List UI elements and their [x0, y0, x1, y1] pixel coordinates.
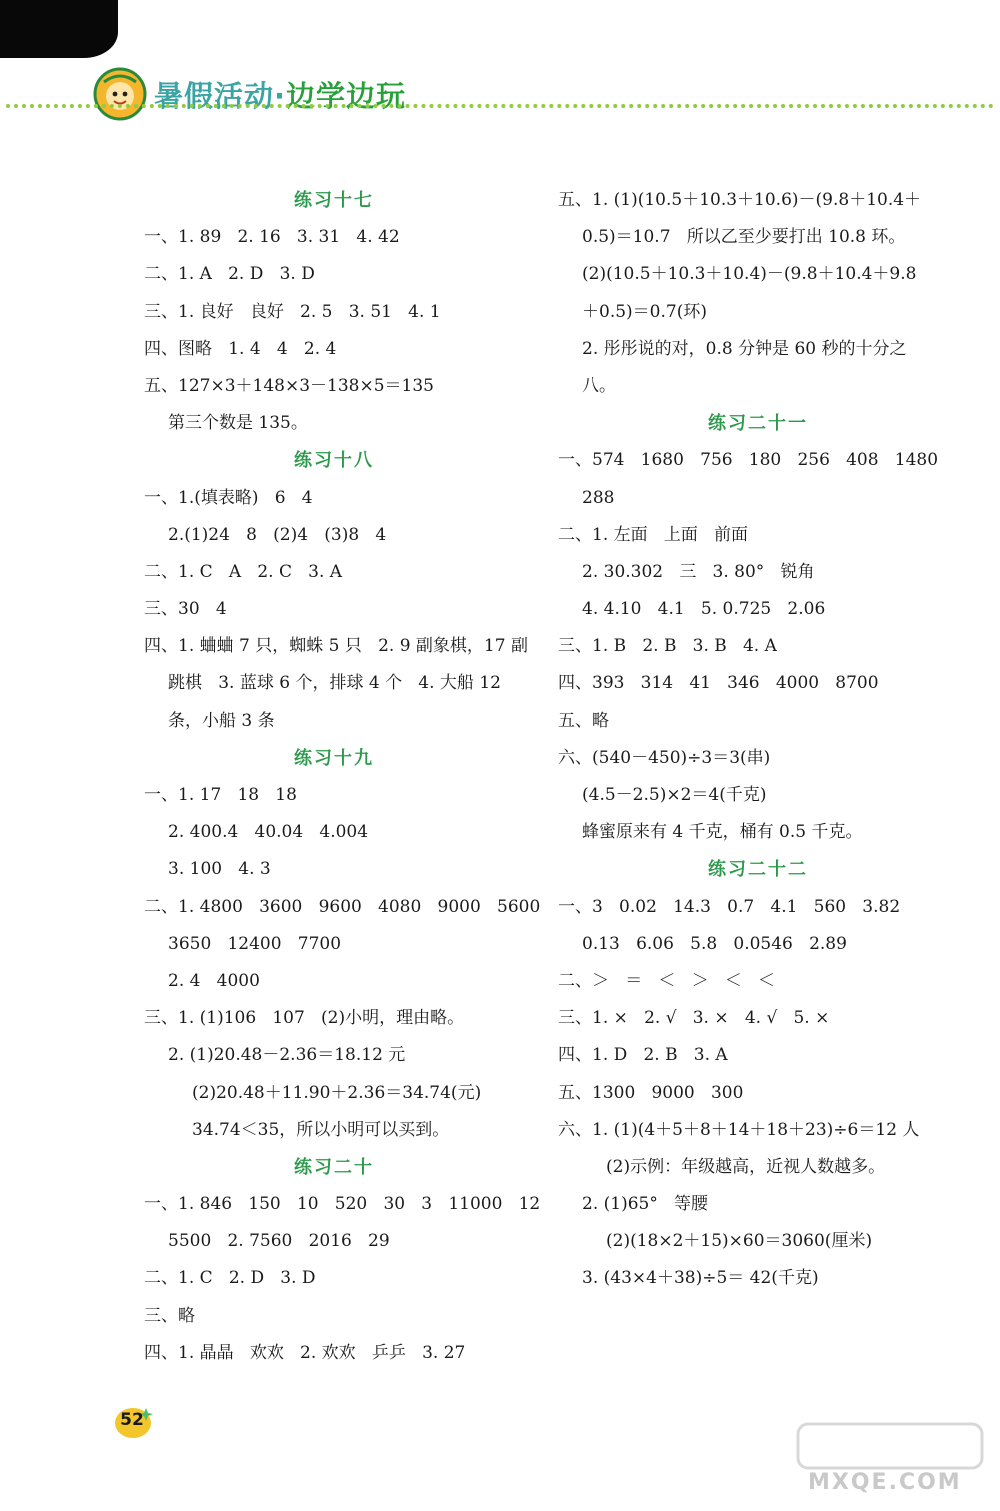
- answer-line: 2. 4 4000: [168, 970, 260, 991]
- section-heading: 练习十七: [294, 190, 374, 211]
- answer-line: 五、127×3＋148×3－138×5＝135: [144, 375, 434, 396]
- answer-line: 2. (1)65° 等腰: [582, 1194, 709, 1215]
- answer-line: 二、1. C 2. D 3. D: [144, 1268, 316, 1289]
- answer-line: (2)(18×2＋15)×60＝3060(厘米): [606, 1231, 873, 1252]
- answer-line: (2)(10.5＋10.3＋10.4)－(9.8＋10.4＋9.8: [582, 264, 917, 285]
- header-dotted-divider: [6, 104, 994, 108]
- answer-line: 三、略: [144, 1305, 195, 1326]
- section-heading: 练习二十一: [708, 413, 808, 435]
- answer-line: 三、1. (1)106 107 (2)小明，理由略。: [144, 1008, 465, 1029]
- answer-line: 二、1. 左面 上面 前面: [558, 524, 749, 545]
- answer-line: 一、3 0.02 14.3 0.7 4.1 560 3.82: [558, 896, 901, 917]
- answer-line: 34.74＜35，所以小明可以买到。: [192, 1119, 450, 1140]
- answer-line: 四、1. D 2. B 3. A: [558, 1045, 728, 1066]
- answer-line: 一、1. 89 2. 16 3. 31 4. 42: [144, 227, 400, 248]
- answer-line: 五、1300 9000 300: [558, 1082, 744, 1103]
- section-heading: 练习二十二: [708, 859, 808, 881]
- answer-line: 二、1. C A 2. C 3. A: [144, 561, 343, 582]
- answer-line: 一、1.(填表略) 6 4: [144, 487, 313, 508]
- answer-line: 蜂蜜原来有 4 千克，桶有 0.5 千克。: [582, 822, 863, 843]
- answer-line: 5500 2. 7560 2016 29: [168, 1231, 390, 1252]
- answer-line: 三、1. × 2. √ 3. × 4. √ 5. ×: [558, 1008, 830, 1029]
- answer-line: 五、略: [558, 710, 609, 731]
- answer-line: 2. 400.4 40.04 4.004: [168, 822, 369, 843]
- answer-line: 2. (1)20.48－2.36＝18.12 元: [168, 1045, 406, 1066]
- answer-line: 一、1. 17 18 18: [144, 785, 297, 805]
- answer-line: 四、1. 晶晶 欢欢 2. 欢欢 乒乒 3. 27: [144, 1342, 466, 1363]
- watermark-text: MXQE.COM: [808, 1470, 962, 1495]
- mascot-icon: [92, 66, 148, 122]
- section-heading: 练习十八: [294, 450, 374, 472]
- scan-corner-shadow: [0, 0, 118, 58]
- answer-line: 六、1. (1)(4＋5＋8＋14＋18＋23)÷6＝12 人: [558, 1119, 920, 1140]
- brand-part2: 边学边玩: [286, 79, 407, 113]
- header-brand: [154, 76, 406, 116]
- answer-line: ＋0.5)＝0.7(环): [582, 301, 707, 322]
- brand-part1: 暑假活动·: [154, 79, 287, 113]
- answer-line: 四、393 314 41 346 4000 8700: [558, 673, 879, 694]
- answer-line: 六、(540－450)÷3＝3(串): [558, 747, 771, 768]
- answer-line: 288: [582, 487, 615, 508]
- answer-line: 2. 30.302 三 3. 80° 锐角: [582, 561, 815, 582]
- section-heading: 练习二十: [294, 1156, 374, 1178]
- answer-line: 二、1. 4800 3600 9600 4080 9000 5600: [144, 896, 541, 917]
- answer-line: 0.5)＝10.7 所以乙至少要打出 10.8 环。: [582, 227, 906, 248]
- section-heading: 练习十九: [294, 747, 374, 769]
- page-number: 52: [120, 1410, 144, 1430]
- answer-line: 二、＞ ＝ ＜ ＞ ＜ ＜: [558, 970, 776, 991]
- answer-line: 跳棋 3. 蓝球 6 个，排球 4 个 4. 大船 12: [168, 673, 501, 694]
- answer-line: 4. 4.10 4.1 5. 0.725 2.06: [582, 599, 826, 620]
- answer-line: 四、1. 蛐蛐 7 只，蜘蛛 5 只 2. 9 副象棋，17 副: [144, 636, 528, 657]
- answer-line: 五、1. (1)(10.5＋10.3＋10.6)－(9.8＋10.4＋: [558, 190, 922, 210]
- answer-line: 四、图略 1. 4 4 2. 4: [144, 338, 337, 359]
- left-answer-column: [144, 182, 541, 1372]
- answer-line: 八。: [582, 375, 616, 396]
- answer-line: (2)20.48＋11.90＋2.36＝34.74(元): [192, 1082, 482, 1103]
- right-answer-column: [558, 182, 958, 1298]
- answer-line: 0.13 6.06 5.8 0.0546 2.89: [582, 933, 847, 954]
- answer-line: 二、1. A 2. D 3. D: [144, 264, 315, 285]
- answer-line: 2.(1)24 8 (2)4 (3)8 4: [168, 524, 387, 545]
- answer-line: 一、574 1680 756 180 256 408 1480: [558, 450, 939, 471]
- answer-line: 2. 彤彤说的对，0.8 分钟是 60 秒的十分之: [582, 338, 907, 359]
- answer-line: 三、1. B 2. B 3. B 4. A: [558, 636, 777, 657]
- answer-line: 3650 12400 7700: [168, 933, 342, 954]
- answer-line: 三、1. 良好 良好 2. 5 3. 51 4. 1: [144, 301, 441, 322]
- answer-line: (4.5－2.5)×2＝4(千克): [582, 785, 767, 805]
- answer-line: 三、30 4: [144, 599, 227, 620]
- answer-line: 一、1. 846 150 10 520 30 3 11000 12: [144, 1194, 541, 1215]
- answer-line: 条，小船 3 条: [168, 710, 275, 731]
- answer-line: (2)示例：年级越高，近视人数越多。: [606, 1156, 886, 1177]
- answer-line: 第三个数是 135。: [168, 413, 308, 434]
- answer-line: 3. (43×4＋38)÷5＝ 42(千克): [582, 1268, 819, 1289]
- answer-line: 3. 100 4. 3: [168, 859, 271, 880]
